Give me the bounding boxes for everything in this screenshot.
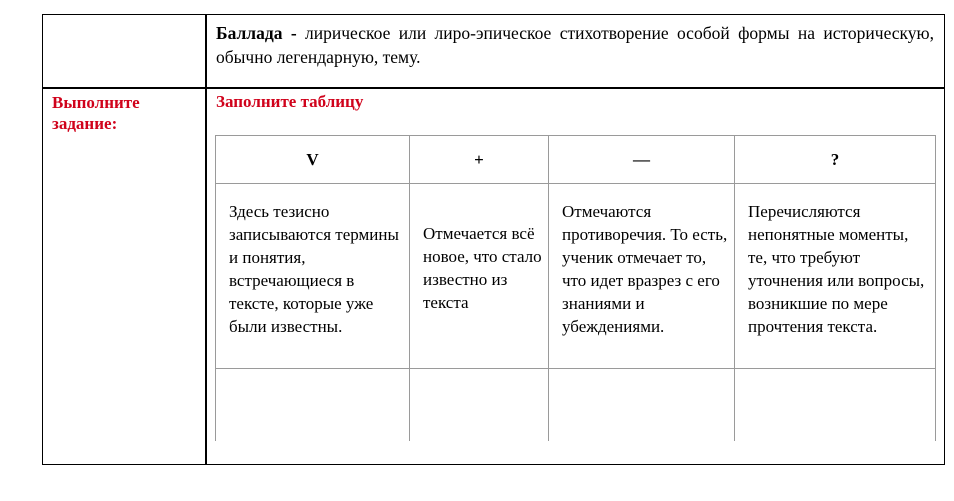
header-question: ? — [735, 136, 936, 184]
table-row — [216, 184, 936, 369]
header-contradiction: — — [549, 136, 735, 184]
empty-cell-new[interactable] — [410, 369, 549, 442]
task-label: Выполните задание: — [52, 93, 140, 133]
cell-new: Отмечается всё новое, что стало известно из текста — [410, 184, 549, 369]
cell-known: Здесь тезисно записываются термины и понятия, встречающиеся в тексте, которые уже были известны. — [216, 184, 410, 369]
insert-table — [215, 135, 936, 441]
definition-text: лирическое или лиро-эпическое стихотворение особой формы на историческую, обычно легендарную, тему. — [216, 23, 934, 67]
ballad-definition — [216, 21, 934, 69]
column-divider — [205, 14, 207, 465]
empty-cell-contradiction[interactable] — [549, 369, 735, 442]
cell-question: Перечисляются непонятные моменты, те, что требуют уточнения или вопросы, возникшие по мере прочтения текста. — [735, 184, 936, 369]
empty-cell-question[interactable] — [735, 369, 936, 442]
table-empty-row — [216, 369, 936, 442]
header-known: V — [216, 136, 410, 184]
empty-cell-known[interactable] — [216, 369, 410, 442]
table-header-row — [216, 136, 936, 184]
header-new: + — [410, 136, 549, 184]
cell-contradiction: Отмечаются противоречия. То есть, ученик отмечает то, что идет вразрез с его знаниями и убеждениями. — [549, 184, 735, 369]
row-divider — [42, 87, 945, 89]
definition-term: Баллада - — [216, 23, 297, 43]
task-title: Заполните таблицу — [216, 92, 364, 111]
